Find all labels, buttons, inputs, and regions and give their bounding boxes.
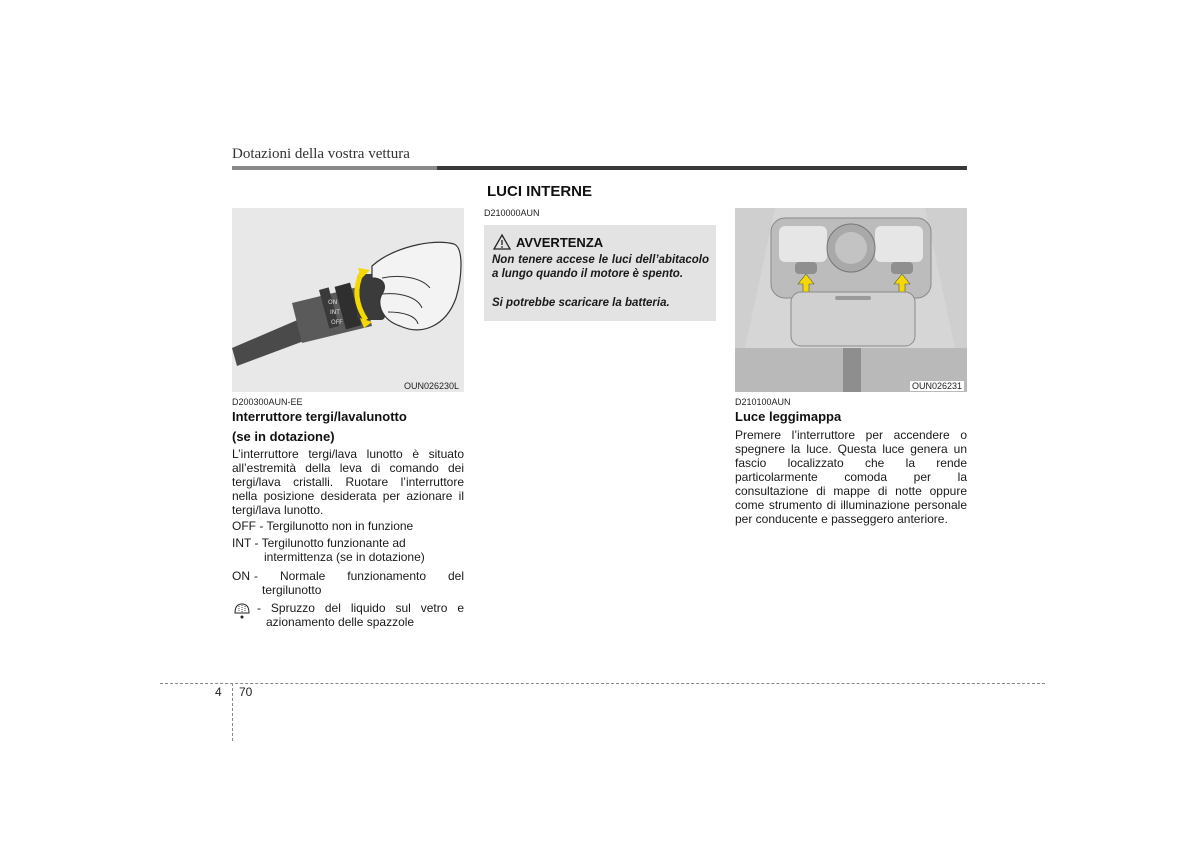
list-item-key: ON: [232, 569, 250, 583]
wiper-stalk-figure: [232, 208, 464, 392]
warning-header: [492, 233, 603, 251]
list-item-on-cont: tergilunotto: [262, 583, 322, 597]
section-code-middle: D210000AUN: [484, 208, 540, 218]
section-code-left: D200300AUN-EE: [232, 397, 303, 407]
list-item-washer-cont: azionamento delle spazzole: [266, 615, 415, 629]
map-light-figure: [735, 208, 967, 392]
svg-text:INT: INT: [330, 309, 340, 316]
list-item-int-cont: intermittenza (se in dotazione): [264, 550, 425, 564]
wiper-stalk-illustration: [232, 208, 464, 392]
running-header: Dotazioni della vostra vettura: [232, 146, 410, 162]
svg-text:ON: ON: [328, 299, 338, 306]
section-title: LUCI INTERNE: [487, 183, 592, 200]
figure-label-left: OUN026230L: [404, 381, 460, 391]
footer-rule: [160, 683, 1045, 684]
list-item-key: OFF: [232, 519, 256, 533]
list-item-text: - Tergilunotto funzionante ad: [254, 536, 406, 550]
list-item-text: - Spruzzo del liquido sul vetro e: [257, 601, 464, 615]
section-code-right: D210100AUN: [735, 397, 791, 407]
map-light-illustration: [735, 208, 967, 392]
washer-icon: [232, 601, 252, 619]
footer-divider: [232, 683, 233, 741]
warning-text-1: Non tenere accese le luci dell’abitacolo a lungo quando il motore è spento.: [492, 254, 709, 280]
header-rule-accent: [232, 166, 437, 170]
wiper-heading-line1: Interruttore tergi/lavalunotto: [232, 409, 407, 424]
list-item-off: [232, 519, 464, 533]
wiper-heading-line2: (se in dotazione): [232, 429, 335, 444]
map-light-paragraph: Premere l’interruttore per accendere o spegnere la luce. Questa luce genera un fascio localizzato che la rende particolarmente comoda per la consultazione di mappe di notte oppure come strumento di illuminazione personale per conducente e passeggero anteriore.: [735, 428, 967, 526]
page-number: 70: [239, 685, 253, 699]
figure-label-right: OUN026231: [912, 381, 963, 391]
list-item-text: - Normale funzionamento del: [254, 569, 464, 583]
wiper-paragraph: L’interruttore tergi/lava lunotto è situato all’estremità della leva di comando dei tergi/lava cristalli. Ruotare l’interruttore nella posizione desiderata per azionare il tergi/lava lunotto.: [232, 447, 464, 517]
warning-triangle-icon: [492, 233, 512, 251]
list-item-int: [232, 536, 464, 550]
list-item-key: INT: [232, 536, 252, 550]
svg-text:OFF: OFF: [331, 319, 343, 326]
map-light-heading: Luce leggimappa: [735, 409, 842, 424]
warning-title: AVVERTENZA: [516, 234, 604, 250]
warning-box: [484, 225, 716, 321]
warning-text-2: Si potrebbe scaricare la batteria.: [492, 297, 670, 309]
list-item-on: [232, 569, 464, 583]
list-item-text: - Tergilunotto non in funzione: [259, 519, 414, 533]
chapter-number: 4: [215, 685, 222, 699]
